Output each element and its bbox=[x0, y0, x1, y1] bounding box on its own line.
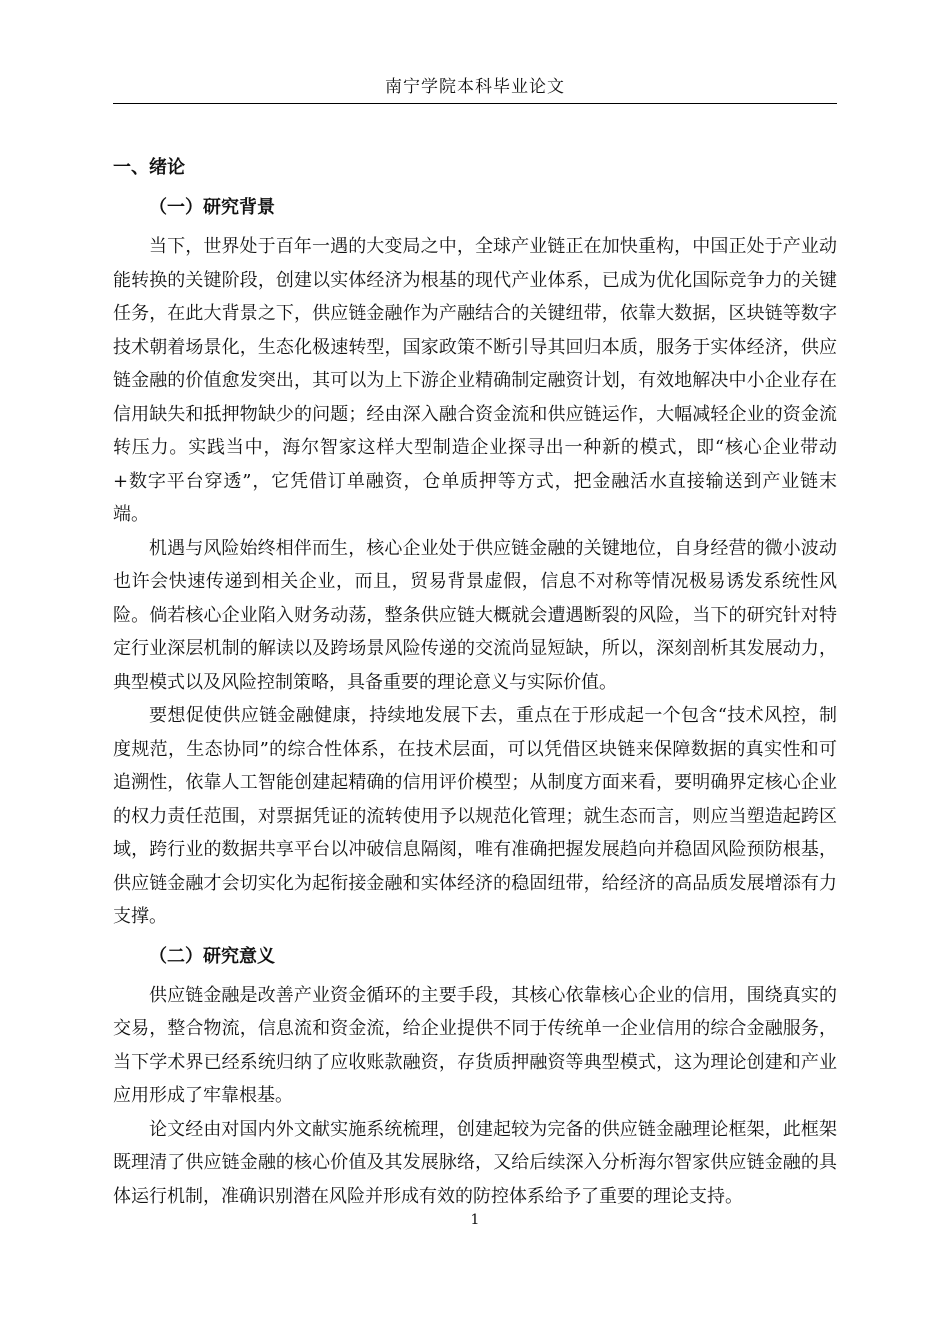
paragraph: 论文经由对国内外文献实施系统梳理，创建起较为完备的供应链金融理论框架，此框架既理清了供应链金融的核心价值及其发展脉络，又给后续深入分析海尔智家供应链金融的具体运行机制，准确识别潜在风险并形成有效的防控体系给予了重要的理论支持。 bbox=[113, 1118, 837, 1207]
section-heading-background: （一）研究背景 bbox=[149, 197, 275, 218]
running-header: 南宁学院本科毕业论文 bbox=[385, 77, 565, 97]
page-body bbox=[113, 150, 837, 1213]
paragraph: 供应链金融是改善产业资金循环的主要手段，其核心依靠核心企业的信用，围绕真实的交易，整合物流，信息流和资金流，给企业提供不同于传统单一企业信用的综合金融服务，当下学术界已经系统归纳了应收账款融资，存货质押融资等典型模式，这为理论创建和产业应用形成了牢靠根基。 bbox=[113, 984, 837, 1106]
paragraph: 当下，世界处于百年一遇的大变局之中，全球产业链正在加快重构，中国正处于产业动能转换的关键阶段，创建以实体经济为根基的现代产业体系，已成为优化国际竞争力的关键任务，在此大背景之下，供应链金融作为产融结合的关键纽带，依靠大数据，区块链等数字技术朝着场景化，生态化极速转型，国家政策不断引导其回归本质，服务于实体经济，供应链金融的价值愈发突出，其可以为上下游企业精确制定融资计划，有效地解决中小企业存在信用缺失和抵押物缺少的问题；经由深入融合资金流和供应链运作，大幅减轻企业的资金流转压力。实践当中，海尔智家这样大型制造企业探寻出一种新的模式，即“核心企业带动+数字平台穿透”，它凭借订单融资，仓单质押等方式，把金融活水直接输送到产业链末端。 bbox=[113, 236, 837, 525]
paragraph: 机遇与风险始终相伴而生，核心企业处于供应链金融的关键地位，自身经营的微小波动也许会快速传递到相关企业，而且，贸易背景虚假，信息不对称等情况极易诱发系统性风险。倘若核心企业陷入财务动荡，整条供应链大概就会遭遇断裂的风险，当下的研究针对特定行业深层机制的解读以及跨场景风险传递的交流尚显短缺，所以，深刻剖析其发展动力，典型模式以及风险控制策略，具备重要的理论意义与实际价值。 bbox=[113, 537, 837, 693]
section-heading-significance: （二）研究意义 bbox=[149, 945, 275, 967]
paragraph: 要想促使供应链金融健康，持续地发展下去，重点在于形成起一个包含“技术风控，制度规范，生态协同”的综合性体系，在技术层面，可以凭借区块链来保障数据的真实性和可追溯性，依靠人工智能创建起精确的信用评价模型；从制度方面来看，要明确界定核心企业的权力责任范围，对票据凭证的流转使用予以规范化管理；就生态而言，则应当塑造起跨区域，跨行业的数据共享平台以冲破信息隔阂，唯有准确把握发展趋向并稳固风险预防根基，供应链金融才会切实化为起衔接金融和实体经济的稳固纽带，给经济的高品质发展增添有力支撑。 bbox=[113, 705, 837, 927]
chapter-heading: 一、绪论 bbox=[113, 157, 185, 178]
header-rule bbox=[113, 103, 837, 104]
page-number: 1 bbox=[470, 1212, 480, 1228]
